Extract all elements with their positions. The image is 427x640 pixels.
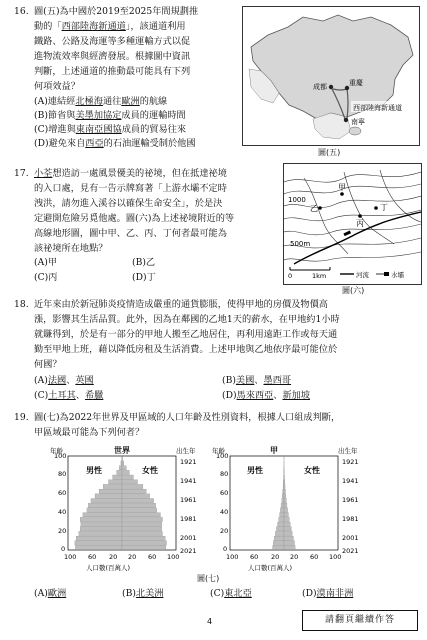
female-bar xyxy=(122,475,133,479)
option-a[interactable]: (A)連結經北極海通往歐洲的航線 xyxy=(34,96,168,107)
left-x-tick: 20 xyxy=(128,553,137,561)
stem-line: 近年來由於新冠肺炎疫情造成嚴重的通貨膨脹，使得甲地的房價及物價高 xyxy=(34,299,328,310)
question-stem xyxy=(34,4,198,94)
question-19 xyxy=(14,410,414,442)
page-number: 4 xyxy=(207,617,213,626)
right-age-tick: 0 xyxy=(223,545,228,553)
left-birth-tick: 2001 xyxy=(180,534,197,542)
male-bar xyxy=(275,531,284,535)
left-birth-tick: 1981 xyxy=(180,515,197,523)
stem-line: 何項效益？ xyxy=(34,81,80,92)
contour-svg xyxy=(284,164,421,284)
left-x-tick: 60 xyxy=(88,553,97,561)
option-d[interactable]: (D)丁 xyxy=(132,272,156,283)
figure-5-map xyxy=(242,6,420,146)
male-bar xyxy=(117,470,122,474)
female-bar xyxy=(122,484,143,488)
option-a[interactable]: (A)甲 xyxy=(34,257,57,268)
point-bing: 丙 xyxy=(356,219,364,228)
right-x-tick: 100 xyxy=(226,553,239,561)
label-chongqing: 重慶 xyxy=(349,79,363,87)
stem-line: 就賺得到，於是有一部分的甲地人搬至乙地居住，再利用遠距工作或每天通 xyxy=(34,329,338,340)
stem-line: 圖(五)為中國於2019至2025年間規劃推 xyxy=(34,6,199,17)
female-bar xyxy=(284,484,285,488)
option-a[interactable]: (A)歐洲 xyxy=(34,588,67,599)
left-birth-tick: 1921 xyxy=(180,458,197,466)
male-bar xyxy=(91,499,122,503)
continue-text: 請翻頁繼續作答 xyxy=(324,615,395,625)
female-bar xyxy=(122,489,146,493)
left-age-tick: 40 xyxy=(58,508,67,516)
label-route: 西部陸海新通道 xyxy=(353,104,402,112)
option-b[interactable]: (B)節省與美墨加協定成員的運輸時間 xyxy=(34,110,186,121)
female-bar xyxy=(122,536,165,540)
male-bar xyxy=(80,527,122,531)
female-bar xyxy=(284,475,285,479)
stem-line: 定避開危險另覓他處。圖(六)為上述祕境附近的等 xyxy=(34,213,235,224)
figure-7-caption: 圖(七) xyxy=(197,574,220,583)
male-bar xyxy=(75,546,122,550)
right-title: 甲 xyxy=(270,446,278,455)
male-bar xyxy=(280,508,284,512)
question-number: 17. xyxy=(14,168,29,179)
male-bar xyxy=(95,494,122,498)
stem-line: 該祕境所在地點？ xyxy=(34,243,108,254)
male-bar xyxy=(282,499,284,503)
female-bar xyxy=(122,461,124,465)
label-chengdu: 成都 xyxy=(313,83,327,91)
left-female-label: 女性 xyxy=(142,466,158,475)
stem-line: 鐵路、公路及海運等多種運輸方式以促 xyxy=(34,36,191,47)
right-birth-label: 出生年 xyxy=(338,447,358,455)
female-bar xyxy=(284,499,286,503)
left-male-label: 男性 xyxy=(86,466,102,475)
right-age-tick: 40 xyxy=(220,508,229,516)
option-b[interactable]: (B)北美洲 xyxy=(122,588,164,599)
left-title: 世界 xyxy=(114,446,130,455)
right-age-tick: 20 xyxy=(220,527,229,535)
male-bar xyxy=(119,466,122,470)
female-bar xyxy=(284,513,288,517)
figure-5-caption: 圖(五) xyxy=(318,148,341,157)
female-bar xyxy=(122,522,162,526)
option-c[interactable]: (C)東北亞 xyxy=(210,588,252,599)
left-x-tick: 60 xyxy=(148,553,157,561)
nanning-dot xyxy=(344,118,348,122)
male-bar xyxy=(75,541,122,545)
right-age-tick: 100 xyxy=(216,452,229,460)
left-x-tick: 100 xyxy=(167,553,180,561)
left-ylabel: 年齡 xyxy=(50,447,63,455)
stem-line: 圖(七)為2022年世界及甲區域的人口年齡及性別資料，根據人口組成判斷， xyxy=(34,412,341,423)
option-d[interactable]: (D)漠南非洲 xyxy=(302,588,354,599)
male-bar xyxy=(87,508,122,512)
legend-dam: 水壩 xyxy=(391,271,404,279)
female-bar xyxy=(284,527,291,531)
female-bar xyxy=(122,517,163,521)
stem-line: 漲，影響其生活品質。此外，因為在鄰國的乙地1天的薪水，在甲地約1小時 xyxy=(34,314,340,325)
left-age-tick: 60 xyxy=(58,489,67,497)
question-17 xyxy=(14,166,284,266)
stem-line: 高線地形圖，圖中甲、乙、丙、丁何者最可能為 xyxy=(34,228,227,239)
male-bar xyxy=(273,541,284,545)
male-bar xyxy=(278,522,284,526)
left-birth-tick: 2021 xyxy=(180,547,197,555)
stem-line: 的入口處，見有一告示牌寫著「上游水壩不定時 xyxy=(34,183,227,194)
left-age-tick: 20 xyxy=(58,527,67,535)
stem-line: 進物流效率與經濟發展。根據圖中資訊 xyxy=(34,51,191,62)
female-bar xyxy=(284,522,290,526)
question-number: 16. xyxy=(14,6,29,17)
male-bar xyxy=(282,494,284,498)
male-bar xyxy=(273,546,284,550)
female-bar xyxy=(284,508,288,512)
right-birth-tick: 2001 xyxy=(342,534,359,542)
female-bar xyxy=(122,499,154,503)
female-bar xyxy=(284,503,287,507)
female-bar xyxy=(122,456,123,460)
option-a[interactable]: (A)法國、英國 xyxy=(34,375,94,386)
right-birth-tick: 1961 xyxy=(342,496,359,504)
female-bar xyxy=(284,489,285,493)
left-x-tick: 20 xyxy=(109,553,118,561)
contour-label-1000: 1000 xyxy=(288,196,306,204)
right-birth-tick: 1941 xyxy=(342,477,359,485)
male-bar xyxy=(276,527,284,531)
left-age-tick: 0 xyxy=(61,545,66,553)
right-xlabel: 人口數(百萬人) xyxy=(248,564,293,572)
question-stem xyxy=(34,166,234,256)
male-bar xyxy=(283,480,284,484)
male-bar xyxy=(280,513,284,517)
option-b[interactable]: (B)乙 xyxy=(132,257,156,268)
male-bar xyxy=(83,513,122,517)
female-bar xyxy=(122,494,150,498)
left-birth-tick: 1961 xyxy=(180,496,197,504)
male-bar xyxy=(88,503,122,507)
option-c[interactable]: (C)土耳其、希臘 xyxy=(34,390,104,401)
male-bar xyxy=(79,531,122,535)
label-nanning: 南寧 xyxy=(351,118,365,126)
right-age-tick: 80 xyxy=(220,470,229,478)
female-bar xyxy=(122,531,163,535)
option-b[interactable]: (B)美國、墨西哥 xyxy=(222,375,292,386)
right-birth-tick: 1981 xyxy=(342,515,359,523)
male-bar xyxy=(279,517,284,521)
stem-line: 判斷，上述通道的推動最可能具有下列 xyxy=(34,66,191,77)
male-bar xyxy=(283,484,284,488)
stem-line: 勤至甲地上班，藉以降低房租及生活消費。上述甲地與乙地依序最可能位於 xyxy=(34,344,338,355)
left-age-tick: 100 xyxy=(54,452,67,460)
stem-line: 小荃想造訪一處風景優美的祕境，但在抵達祕境 xyxy=(34,168,227,179)
point-yi: 乙 xyxy=(310,204,318,213)
female-bar xyxy=(284,480,285,484)
left-xlabel: 人口數(百萬人) xyxy=(86,564,131,572)
left-birth-tick: 1941 xyxy=(180,477,197,485)
stem-line: 何國？ xyxy=(34,359,62,370)
left-age-tick: 80 xyxy=(58,470,67,478)
legend-river: 河流 xyxy=(356,271,369,279)
china-map xyxy=(243,7,419,145)
female-bar xyxy=(122,470,129,474)
female-bar xyxy=(122,546,166,550)
scale-zero: 0 xyxy=(288,272,293,280)
question-stem xyxy=(34,297,340,372)
female-bar xyxy=(284,517,289,521)
female-bar xyxy=(122,480,138,484)
continue-box xyxy=(302,610,418,631)
left-x-tick: 100 xyxy=(64,553,77,561)
male-bar xyxy=(113,475,122,479)
option-d[interactable]: (D)馬來西亞、新加坡 xyxy=(222,390,311,401)
female-bar xyxy=(284,541,295,545)
right-female-label: 女性 xyxy=(304,466,320,475)
male-bar xyxy=(76,536,122,540)
right-male-label: 男性 xyxy=(247,466,263,475)
question-stem xyxy=(34,410,340,440)
option-d[interactable]: (D)避免來自西亞的石油運輸受制於他國 xyxy=(34,138,196,149)
female-bar xyxy=(284,536,293,540)
contour-label-500: 500m xyxy=(290,240,311,248)
option-c[interactable]: (C)丙 xyxy=(34,272,58,283)
point-jia: 甲 xyxy=(338,183,346,192)
left-birth-label: 出生年 xyxy=(176,447,196,455)
female-bar xyxy=(122,508,157,512)
female-bar xyxy=(284,494,286,498)
female-bar xyxy=(122,503,156,507)
female-bar xyxy=(284,531,292,535)
stem-line: 動的「西部陸海新通道」，該通道利用 xyxy=(34,21,186,32)
male-bar xyxy=(99,489,122,493)
male-bar xyxy=(103,484,122,488)
male-bar xyxy=(121,461,122,465)
figure-6-contour-map xyxy=(283,163,422,285)
option-c[interactable]: (C)增進與東南亞國協成員的貿易往來 xyxy=(34,124,187,135)
right-age-tick: 60 xyxy=(220,489,229,497)
male-bar xyxy=(274,536,284,540)
stem-line: 甲區域最可能為下列何者？ xyxy=(34,427,145,438)
right-x-tick: 20 xyxy=(290,553,299,561)
female-bar xyxy=(122,527,162,531)
chengdu-dot xyxy=(329,85,333,89)
right-x-tick: 60 xyxy=(310,553,319,561)
right-ylabel: 年齡 xyxy=(212,447,225,455)
female-bar xyxy=(284,546,295,550)
right-x-tick: 100 xyxy=(329,553,342,561)
question-number: 18. xyxy=(14,299,29,310)
figure-6-caption: 圖(六) xyxy=(342,286,365,295)
stem-line: 洩洪，請勿進入溪谷以確保生命安全」，於是決 xyxy=(34,198,223,209)
dam-symbol xyxy=(343,230,351,236)
male-bar xyxy=(81,522,122,526)
point-ding: 丁 xyxy=(380,203,388,212)
right-x-tick: 60 xyxy=(250,553,259,561)
right-birth-tick: 2021 xyxy=(342,547,359,555)
right-birth-tick: 1921 xyxy=(342,458,359,466)
scale-1km: 1km xyxy=(312,272,327,280)
male-bar xyxy=(281,503,284,507)
figure-7-charts xyxy=(0,443,427,575)
female-bar xyxy=(122,466,126,470)
question-18 xyxy=(14,297,414,377)
female-bar xyxy=(122,513,160,517)
male-bar xyxy=(80,517,122,521)
male-bar xyxy=(283,489,284,493)
male-bar xyxy=(109,480,123,484)
female-bar xyxy=(122,541,167,545)
right-x-tick: 20 xyxy=(271,553,280,561)
question-number: 19. xyxy=(14,412,29,423)
